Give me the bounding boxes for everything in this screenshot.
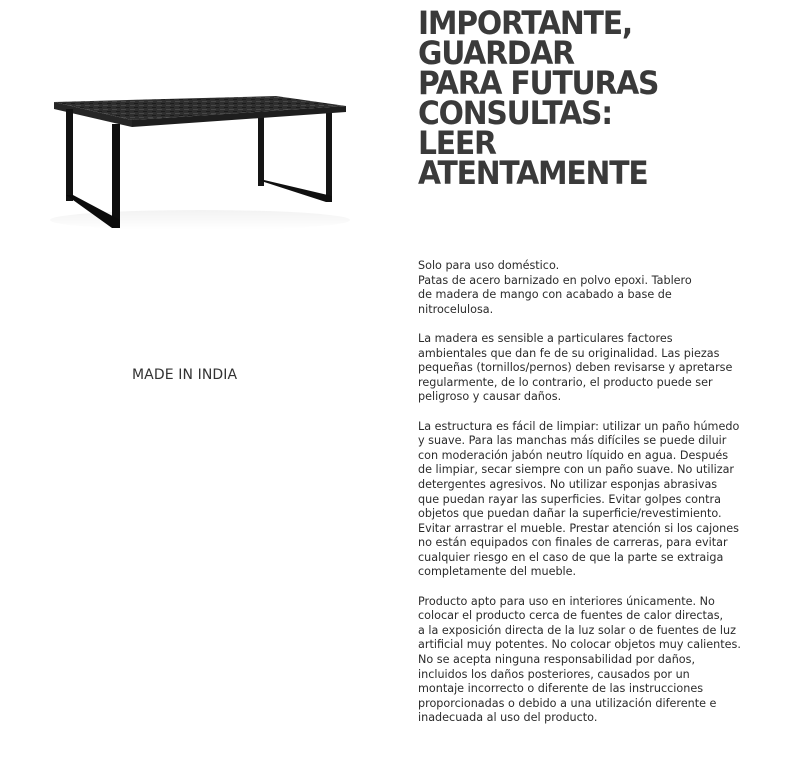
text-line: objetos que puedan dañar la superficie/revestimiento.: [418, 507, 722, 521]
text-line: incluidos los daños posteriores, causados por un: [418, 667, 690, 681]
heading-line: PARA FUTURAS: [418, 64, 659, 102]
wood-care-paragraph: [418, 332, 788, 405]
text-line: La madera es sensible a particulares factores: [418, 331, 673, 345]
text-line: montaje incorrecto o diferente de las instrucciones: [418, 682, 704, 696]
made-in-label: MADE IN INDIA: [132, 367, 238, 383]
heading-line: GUARDAR: [418, 34, 574, 72]
usage-paragraph: [418, 259, 788, 317]
text-line: completamente del mueble.: [418, 565, 577, 579]
text-line: La estructura es fácil de limpiar: utilizar un paño húmedo: [418, 419, 740, 433]
heading-line: CONSULTAS:: [418, 94, 612, 132]
text-line: Solo para uso doméstico.: [418, 259, 560, 272]
text-line: no están equipados con finales de carreras, para evitar: [418, 536, 728, 550]
text-line: Evitar arrastrar el mueble. Prestar atención si los cajones: [418, 521, 739, 535]
text-line: Patas de acero barnizado en polvo epoxi. Tablero: [418, 273, 692, 287]
heading-line: IMPORTANTE,: [418, 4, 632, 42]
text-line: artificial muy potentes. No colocar objetos muy calientes.: [418, 638, 741, 652]
text-line: con moderación jabón neutro líquido en agua. Después: [418, 448, 729, 462]
text-line: cualquier riesgo en el caso de que la parte se extraiga: [418, 550, 724, 564]
text-line: peligroso y causar daños.: [418, 390, 562, 404]
warning-heading: [418, 4, 771, 192]
liability-paragraph: [418, 595, 788, 726]
text-line: colocar el producto cerca de fuentes de calor directas,: [418, 609, 724, 623]
heading-line: ATENTAMENTE: [418, 154, 648, 192]
text-line: regularmente, de lo contrario, el producto puede ser: [418, 375, 713, 389]
cleaning-paragraph: [418, 420, 788, 581]
heading-line: LEER: [418, 124, 496, 162]
dining-table-illustration-icon: [40, 80, 360, 250]
product-image: [40, 80, 360, 250]
text-line: Producto apto para uso en interiores únicamente. No: [418, 594, 715, 608]
text-line: nitrocelulosa.: [418, 302, 494, 316]
text-line: ambientales que dan fe de su originalidad. Las piezas: [418, 346, 720, 360]
text-line: proporcionadas o debido a una utilización diferente e: [418, 696, 717, 710]
text-line: No se acepta ninguna responsabilidad por daños,: [418, 653, 696, 667]
text-line: de madera de mango con acabado a base de: [418, 288, 672, 302]
text-line: que puedan rayar las superficies. Evitar golpes contra: [418, 492, 721, 506]
text-line: inadecuada al uso del producto.: [418, 711, 598, 725]
text-line: y suave. Para las manchas más difíciles se puede diluir: [418, 434, 727, 448]
text-line: de limpiar, secar siempre con un paño suave. No utilizar: [418, 463, 735, 477]
instructions-body: [418, 259, 788, 741]
text-line: detergentes agresivos. No utilizar esponjas abrasivas: [418, 477, 718, 491]
text-line: a la exposición directa de la luz solar o de fuentes de luz: [418, 623, 736, 637]
text-line: pequeñas (tornillos/pernos) deben revisarse y apretarse: [418, 361, 733, 375]
